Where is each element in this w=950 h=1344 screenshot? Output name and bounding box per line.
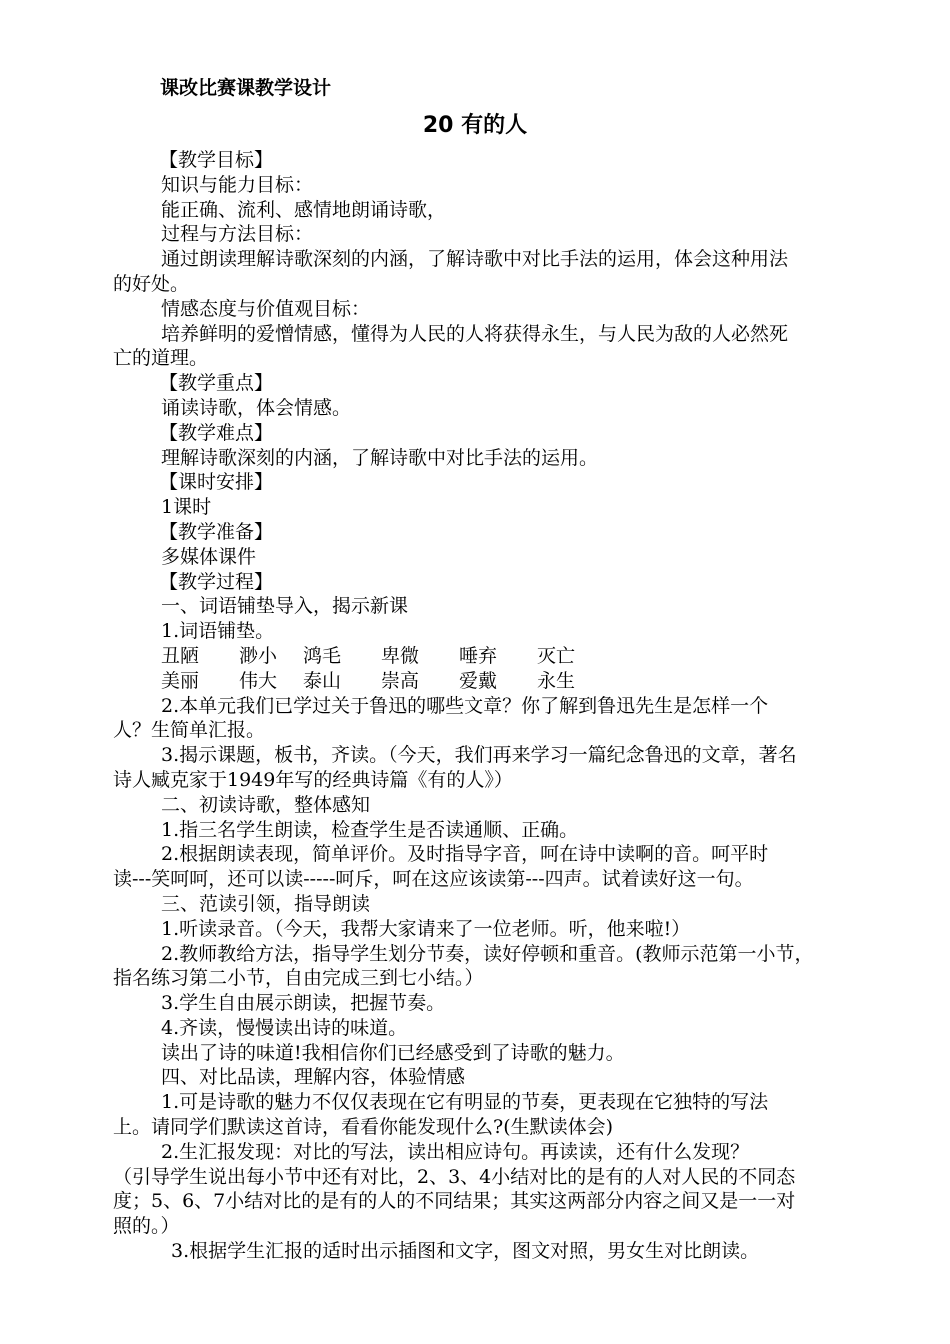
document-header: 课改比赛课教学设计 bbox=[160, 77, 332, 99]
vocabulary-word: 永生 bbox=[537, 669, 576, 692]
vocabulary-word: 唾弃 bbox=[459, 644, 498, 667]
vocabulary-word: 渺小 bbox=[239, 644, 278, 667]
text-line: 知识与能力目标： bbox=[161, 173, 314, 196]
text-line: 三、范读引领，指导朗读 bbox=[161, 892, 371, 915]
text-line: 的好处。 bbox=[113, 272, 190, 295]
text-line: 2.本单元我们已学过关于鲁迅的哪些文章？你了解到鲁迅先生是怎样一个 bbox=[161, 694, 769, 717]
text-line: 2.教师教给方法，指导学生划分节奏，读好停顿和重音。(教师示范第一小节， bbox=[161, 942, 814, 965]
text-line: 【教学准备】 bbox=[159, 520, 274, 543]
text-section-1 bbox=[113, 148, 885, 644]
text-line: 指名练习第二小节，自由完成三到七小结。） bbox=[113, 967, 484, 990]
vocabulary-row bbox=[113, 669, 885, 694]
vocabulary-word: 灭亡 bbox=[537, 644, 576, 667]
text-line: （引导学生说出每小节中还有对比，2、3、4小结对比的是有的人对人民的不同态 bbox=[113, 1165, 796, 1188]
lesson-title: 20 有的人 bbox=[422, 113, 528, 138]
text-line: 1课时 bbox=[161, 496, 212, 519]
text-line: 3.学生自由展示朗读，把握节奏。 bbox=[161, 992, 446, 1015]
text-section-2 bbox=[113, 694, 885, 1264]
text-line: 读出了诗的味道!我相信你们已经感受到了诗歌的魅力。 bbox=[161, 1041, 625, 1064]
vocabulary-word: 美丽 bbox=[161, 669, 200, 692]
text-line: 2.生汇报发现：对比的写法，读出相应诗句。再读读，还有什么发现？ bbox=[161, 1140, 750, 1163]
vocabulary-word: 卑微 bbox=[381, 644, 420, 667]
text-line: 度；5、6、7小结对比的是有的人的不同结果；其实这两部分内容之间又是一一对 bbox=[113, 1190, 796, 1213]
vocabulary-word: 爱戴 bbox=[459, 669, 498, 692]
text-line: 【教学难点】 bbox=[159, 421, 274, 444]
vocabulary-word: 伟大 bbox=[239, 669, 278, 692]
text-line: 亡的道理。 bbox=[113, 347, 209, 370]
text-line: 【教学重点】 bbox=[159, 372, 274, 395]
text-line: 4.齐读，慢慢读出诗的味道。 bbox=[161, 1016, 408, 1039]
text-line: 1.可是诗歌的魅力不仅仅表现在它有明显的节奏，更表现在它独特的写法 bbox=[161, 1091, 769, 1114]
text-line: 情感态度与价值观目标： bbox=[161, 297, 371, 320]
text-line: 理解诗歌深刻的内涵，了解诗歌中对比手法的运用。 bbox=[161, 446, 599, 469]
vocabulary-word: 泰山 bbox=[303, 669, 342, 692]
text-line: 过程与方法目标： bbox=[161, 223, 314, 246]
text-line: 上。请同学们默读这首诗，看看你能发现什么?(生默读体会) bbox=[113, 1116, 614, 1139]
text-line: 1.指三名学生朗读，检查学生是否读通顺、正确。 bbox=[161, 818, 579, 841]
text-line: 读---笑呵呵，还可以读-----呵斥，呵在这应该读第---四声。试着读好这一句。 bbox=[113, 868, 754, 891]
text-line: 诵读诗歌，体会情感。 bbox=[161, 396, 352, 419]
text-line: 3.揭示课题，板书，齐读。（今天，我们再来学习一篇纪念鲁迅的文章，著名 bbox=[161, 744, 797, 767]
text-line: 1.词语铺垫。 bbox=[161, 620, 275, 643]
text-line: 【课时安排】 bbox=[159, 471, 274, 494]
vocabulary-word: 鸿毛 bbox=[303, 644, 342, 667]
text-line: 1.听读录音。（今天，我帮大家请来了一位老师。听，他来啦!） bbox=[161, 917, 691, 940]
text-line: 能正确、流利、感情地朗诵诗歌， bbox=[161, 198, 447, 221]
text-line: 培养鲜明的爱憎情感，懂得为人民的人将获得永生，与人民为敌的人必然死 bbox=[161, 322, 789, 345]
text-line: 诗人臧克家于1949年写的经典诗篇《有的人》） bbox=[113, 768, 513, 791]
text-line: 【教学目标】 bbox=[159, 149, 274, 171]
text-line: 2.根据朗读表现，简单评价。及时指导字音，呵在诗中读啊的音。呵平时 bbox=[161, 843, 769, 866]
document-body bbox=[113, 148, 885, 1264]
vocabulary-word: 丑陋 bbox=[161, 644, 200, 667]
text-line: 人？生简单汇报。 bbox=[113, 719, 266, 742]
text-line: 二、初读诗歌，整体感知 bbox=[161, 793, 371, 816]
text-line: 照的。） bbox=[113, 1215, 180, 1238]
text-line: 通过朗读理解诗歌深刻的内涵，了解诗歌中对比手法的运用，体会这种用法 bbox=[161, 248, 789, 271]
text-line: 多媒体课件 bbox=[161, 545, 257, 568]
vocabulary-row bbox=[113, 644, 885, 669]
text-line: 3.根据学生汇报的适时出示插图和文字，图文对照，男女生对比朗读。 bbox=[171, 1240, 760, 1263]
text-line: 【教学过程】 bbox=[159, 570, 274, 593]
vocabulary-word: 崇高 bbox=[381, 669, 420, 692]
text-line: 一、词语铺垫导入，揭示新课 bbox=[161, 595, 409, 618]
text-line: 四、对比品读，理解内容，体验情感 bbox=[161, 1066, 466, 1089]
vocabulary-list bbox=[113, 644, 885, 694]
